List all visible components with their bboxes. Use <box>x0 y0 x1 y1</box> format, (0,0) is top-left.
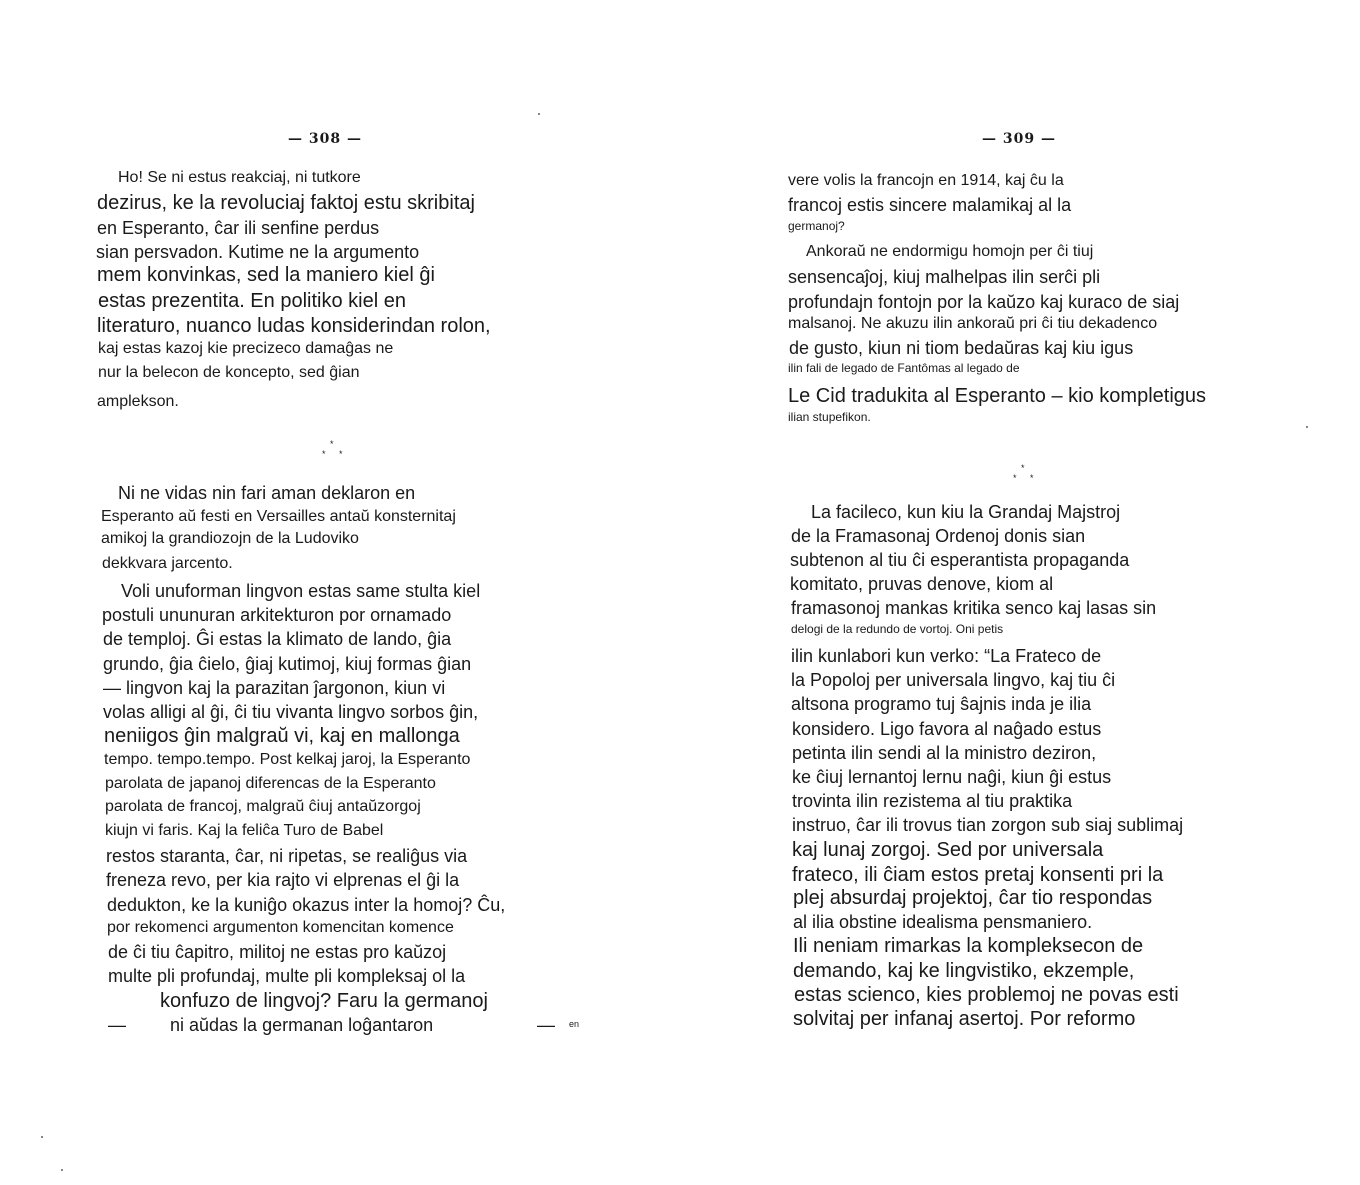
right-text-line: ilin fali de legado de Fantômas al legado de <box>788 361 1020 375</box>
right-text-line: de la Framasonaj Ordenoj donis sian <box>791 526 1086 546</box>
left-text-line: restos staranta, ĉar, ni ripetas, se realiĝus via <box>106 846 468 866</box>
left-text-line: — lingvon kaj la parazitan ĵargonon, kiun vi <box>103 678 446 698</box>
left-text-line: konfuzo de lingvoj? Faru la germanoj <box>160 990 488 1012</box>
right-text-line: sensencaĵoj, kiuj malhelpas ilin serĉi pli <box>788 267 1101 287</box>
right-text-line: instruo, ĉar ili trovus tian zorgon sub siaj sublimaj <box>792 815 1184 835</box>
right-page <box>680 0 1360 1185</box>
right-text-line: demando, kaj ke lingvistiko, ekzemple, <box>793 960 1135 982</box>
right-text-line: ke ĉiuj lernantoj lernu naĝi, kiun ĝi estus <box>792 767 1112 787</box>
left-text-line: kaj estas kazoj kie precizeco damaĝas ne <box>98 340 394 357</box>
left-text-line: estas prezentita. En politiko kiel en <box>98 290 406 312</box>
left-text-line: dezirus, ke la revoluciaj faktoj estu skribitaj <box>97 192 475 214</box>
left-text-line: parolata de francoj, malgraŭ ĉiuj antaŭzorgoj <box>105 798 421 815</box>
scan-speck <box>61 1169 63 1171</box>
left-text-line: literaturo, nuanco ludas konsiderindan rolon, <box>97 315 491 337</box>
right-text-line: subtenon al tiu ĉi esperantista propaganda <box>790 550 1130 570</box>
separator-asterisk: * <box>1013 473 1017 483</box>
right-text-line: plej absurdaj projektoj, ĉar tio respondas <box>793 887 1153 909</box>
right-text-line: komitato, pruvas denove, kiom al <box>790 574 1054 594</box>
left-text-line: tempo. tempo.tempo. Post kelkaj jaroj, la Esperanto <box>104 751 471 768</box>
right-text-line: Ankoraŭ ne endormigu homojn per ĉi tiuj <box>806 243 1094 260</box>
left-text-line: neniigos ĝin malgraŭ vi, kaj en mallonga <box>104 725 460 747</box>
right-text-line: ilian stupefikon. <box>788 410 871 424</box>
right-text-line: Le Cid tradukita al Esperanto – kio kompletigus <box>788 385 1207 407</box>
left-text-line: mem konvinkas, sed la maniero kiel ĝi <box>97 264 435 286</box>
right-text-line: konsidero. Ligo favora al naĝado estus <box>792 719 1102 739</box>
right-text-line: petinta ilin sendi al la ministro deziron, <box>792 743 1097 763</box>
right-text-line: la Popoloj per universala lingvo, kaj tiu ĉi <box>791 670 1116 690</box>
left-text-line: amplekson. <box>97 393 179 410</box>
scan-speck <box>1306 426 1308 428</box>
right-text-line: malsanoj. Ne akuzu ilin ankoraŭ pri ĉi tiu dekadenco <box>788 315 1158 332</box>
right-text-line: al ilia obstine idealisma pensmaniero. <box>793 912 1093 932</box>
left-text-line: parolata de japanoj diferencas de la Esperanto <box>105 775 436 792</box>
left-text-line: sian persvadon. Kutime ne la argumento <box>96 242 420 262</box>
right-text-line: Ili neniam rimarkas la kompleksecon de <box>793 935 1144 957</box>
separator-asterisk: * <box>1021 463 1025 473</box>
right-text-line: ilin kunlabori kun verko: “La Frateco de <box>791 646 1102 666</box>
right-text-line: delogi de la redundo de vortoj. Oni petis <box>791 622 1004 636</box>
margin-note: en <box>569 1019 580 1029</box>
separator-asterisk: * <box>1030 473 1034 483</box>
left-text-line: dekkvara jarcento. <box>102 555 233 572</box>
right-text-line: profundajn fontojn por la kaŭzo kaj kuraco de siaj <box>788 292 1180 312</box>
right-text-line: frateco, ili ĉiam estos pretaj konsenti pri la <box>792 864 1164 886</box>
left-text-line: grundo, ĝia ĉielo, ĝiaj kutimoj, kiuj formas ĝian <box>103 654 472 674</box>
left-text-line: dedukton, ke la kuniĝo okazus inter la homoj? Ĉu, <box>107 895 506 915</box>
scan-speck <box>41 1136 43 1138</box>
right-text-line: estas scienco, kies problemoj ne povas esti <box>794 984 1179 1006</box>
left-text-line: Ho! Se ni estus reakciaj, ni tutkore <box>118 169 361 186</box>
separator-asterisk: * <box>322 449 326 459</box>
page-number-309: — 309 — <box>982 131 1056 147</box>
left-text-line: en Esperanto, ĉar ili senfine perdus <box>97 218 380 238</box>
page-number-308: — 308 — <box>288 131 362 147</box>
right-text-line: framasonoj mankas kritika senco kaj lasas sin <box>791 598 1157 618</box>
left-text-line: kiujn vi faris. Kaj la feliĉa Turo de Babel <box>105 822 384 839</box>
left-text-line: amikoj la grandiozojn de la Ludoviko <box>101 530 359 547</box>
left-text-line: postuli ununuran arkitekturon por ornamado <box>102 605 452 625</box>
scan-speck <box>538 113 540 115</box>
right-text-line: solvitaj per infanaj asertoj. Por reformo <box>793 1008 1136 1030</box>
separator-asterisk: * <box>339 449 343 459</box>
separator-asterisk: * <box>330 439 334 449</box>
left-text-line: de ĉi tiu ĉapitro, militoj ne estas pro kaŭzoj <box>108 942 447 962</box>
left-text-line: por rekomenci argumenton komencitan komence <box>107 919 454 936</box>
dash-mark: — <box>108 1015 126 1035</box>
right-text-line: kaj lunaj zorgoj. Sed por universala <box>792 839 1104 861</box>
left-text-line: de temploj. Ĝi estas la klimato de lando, ĝia <box>103 629 452 649</box>
right-text-line: germanoj? <box>788 219 845 233</box>
dash-mark: — <box>537 1015 555 1035</box>
right-text-line: vere volis la francojn en 1914, kaj ĉu la <box>788 172 1064 189</box>
left-text-line: Ni ne vidas nin fari aman deklaron en <box>118 483 416 503</box>
right-text-line: trovinta ilin rezistema al tiu praktika <box>792 791 1073 811</box>
right-text-line: altsona programo tuj ŝajnis inda je ilia <box>791 694 1092 714</box>
right-text-line: francoj estis sincere malamikaj al la <box>788 195 1072 215</box>
left-text-line: volas alligi al ĝi, ĉi tiu vivanta lingvo sorbos ĝin, <box>103 702 479 722</box>
left-text-line: nur la belecon de koncepto, sed ĝian <box>98 364 360 381</box>
left-text-line: ni aŭdas la germanan loĝantaron <box>170 1015 434 1035</box>
left-text-line: multe pli profundaj, multe pli kompleksaj ol la <box>108 966 466 986</box>
left-text-line: Voli unuforman lingvon estas same stulta kiel <box>121 581 481 601</box>
left-text-line: freneza revo, per kia rajto vi elprenas el ĝi la <box>106 870 460 890</box>
left-text-line: Esperanto aŭ festi en Versailles antaŭ konsternitaj <box>101 508 456 525</box>
right-text-line: La facileco, kun kiu la Grandaj Majstroj <box>811 502 1121 522</box>
right-text-line: de gusto, kiun ni tiom bedaŭras kaj kiu igus <box>789 338 1134 358</box>
